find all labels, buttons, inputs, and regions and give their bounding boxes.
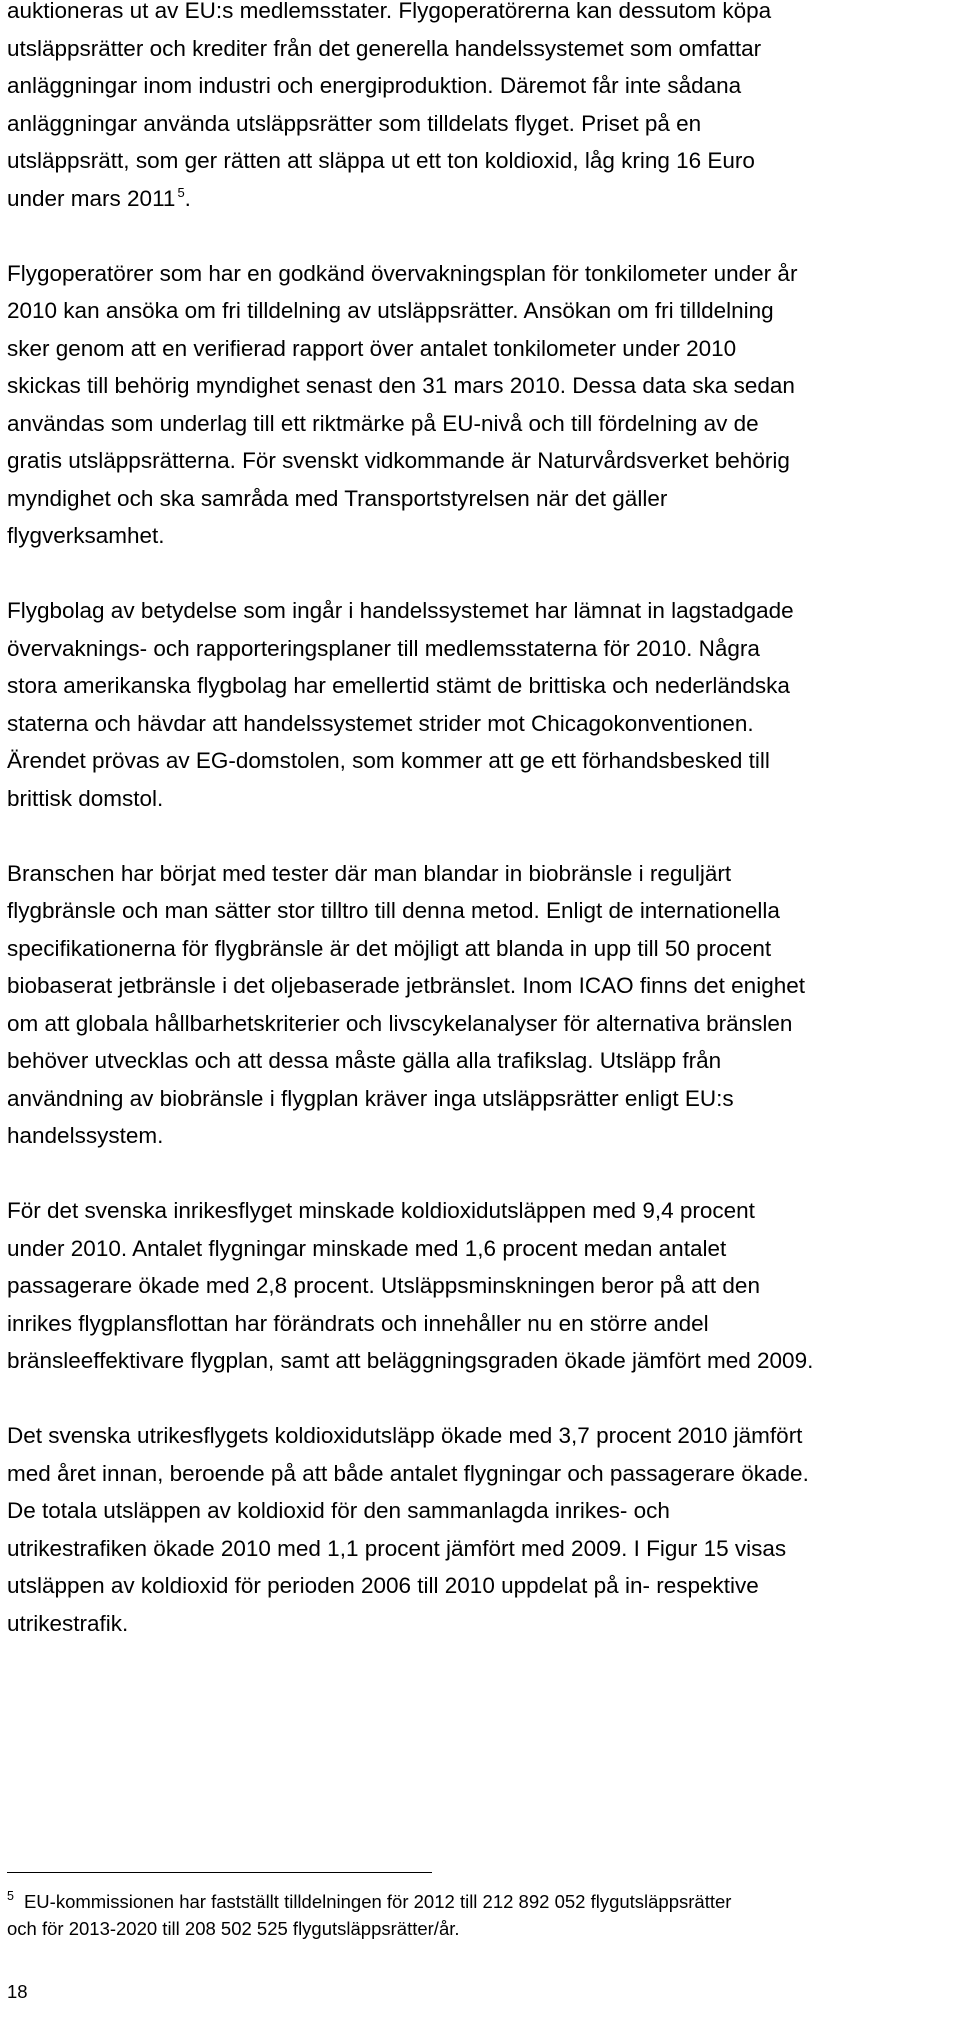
text-line: under 2010. Antalet flygningar minskade med 1,6 procent medan antalet bbox=[7, 1235, 727, 1261]
text-line: om att globala hållbarhetskriterier och livscykelanalyser för alternativa bränslen bbox=[7, 1010, 793, 1036]
text-line: utsläppsrätt, som ger rätten att släppa ut ett ton koldioxid, låg kring 16 Euro bbox=[7, 148, 755, 173]
text-fragment: . bbox=[184, 185, 191, 211]
text-line: Ärendet prövas av EG-domstolen, som kommer att ge ett förhandsbesked till bbox=[7, 748, 770, 773]
paragraph-4 bbox=[7, 855, 937, 1155]
paragraph-1 bbox=[7, 0, 937, 217]
text-line: gratis utsläppsrätterna. För svenskt vidkommande är Naturvårdsverket behörig bbox=[7, 448, 790, 473]
text-line: De totala utsläppen av koldioxid för den sammanlagda inrikes- och bbox=[7, 1498, 670, 1523]
text-line: utrikestrafiken ökade 2010 med 1,1 procent jämfört med 2009. I Figur 15 visas bbox=[7, 1535, 787, 1561]
text-line: utsläppen av koldioxid för perioden 2006 till 2010 uppdelat på in- respektive bbox=[7, 1573, 759, 1598]
text-line: flygbränsle och man sätter stor tilltro till denna metod. Enligt de internationella bbox=[7, 898, 780, 923]
text-line: behöver utvecklas och att dessa måste gälla alla trafikslag. Utsläpp från bbox=[7, 1048, 722, 1073]
text-line: För det svenska inrikesflyget minskade koldioxidutsläppen med 9,4 procent bbox=[7, 1198, 755, 1223]
text-line: övervaknings- och rapporteringsplaner till medlemsstaterna för 2010. Några bbox=[7, 635, 760, 661]
text-line: inrikes flygplansflottan har förändrats och innehåller nu en större andel bbox=[7, 1310, 709, 1336]
text-line: utsläppsrätter och krediter från det generella handelssystemet som omfattar bbox=[7, 35, 762, 61]
footnote-marker: 5 bbox=[7, 1889, 14, 1903]
text-line: myndighet och ska samråda med Transportstyrelsen när det gäller bbox=[7, 485, 668, 511]
text-line: Branschen har börjat med tester där man blandar in biobränsle i reguljärt bbox=[7, 860, 732, 886]
text-line: skickas till behörig myndighet senast den 31 mars 2010. Dessa data ska sedan bbox=[7, 373, 795, 398]
text-line: Flygoperatörer som har en godkänd övervakningsplan för tonkilometer under år bbox=[7, 260, 798, 286]
text-line-with-footnote-ref bbox=[7, 180, 937, 218]
text-line: handelssystem. bbox=[7, 1123, 164, 1148]
text-line: stora amerikanska flygbolag har emellertid stämt de brittiska och nederländska bbox=[7, 673, 790, 698]
footnote-separator bbox=[7, 1872, 432, 1873]
text-line: bränsleeffektivare flygplan, samt att beläggningsgraden ökade jämfört med 2009. bbox=[7, 1348, 814, 1373]
text-line: anläggningar inom industri och energiproduktion. Däremot får inte sådana bbox=[7, 73, 742, 98]
text-line: sker genom att en verifierad rapport över antalet tonkilometer under 2010 bbox=[7, 335, 737, 361]
footnote-text: EU-kommissionen har fastställt tilldelningen för 2012 till 212 892 052 flygutsläppsrätter bbox=[23, 1891, 732, 1912]
text-line: flygverksamhet. bbox=[7, 523, 165, 548]
text-line: biobaserat jetbränsle i det oljebaserade jetbränslet. Inom ICAO finns det enighet bbox=[7, 973, 805, 998]
text-line: användning av biobränsle i flygplan kräver inga utsläppsrätter enligt EU:s bbox=[7, 1085, 734, 1111]
text-line: staterna och hävdar att handelssystemet strider mot Chicagokonventionen. bbox=[7, 710, 754, 736]
text-line: användas som underlag till ett riktmärke på EU-nivå och till fördelning av de bbox=[7, 410, 759, 436]
footnote-line bbox=[7, 1888, 937, 1915]
footnote-reference: 5 bbox=[177, 184, 185, 200]
paragraph-6 bbox=[7, 1417, 937, 1642]
text-line: Flygbolag av betydelse som ingår i handelssystemet har lämnat in lagstadgade bbox=[7, 598, 794, 623]
text-line: 2010 kan ansöka om fri tilldelning av utsläppsrätter. Ansökan om fri tilldelning bbox=[7, 298, 774, 323]
text-line: med året innan, beroende på att både antalet flygningar och passagerare ökade. bbox=[7, 1460, 809, 1486]
text-line: utrikestrafik. bbox=[7, 1610, 129, 1636]
footnote bbox=[7, 1888, 937, 1942]
text-fragment: under mars 2011 bbox=[7, 185, 176, 211]
text-line: auktioneras ut av EU:s medlemsstater. Flygoperatörerna kan dessutom köpa bbox=[7, 0, 772, 23]
body-text bbox=[7, 0, 937, 1642]
text-line: Det svenska utrikesflygets koldioxidutsläpp ökade med 3,7 procent 2010 jämfört bbox=[7, 1423, 803, 1448]
paragraph-3 bbox=[7, 592, 937, 817]
footnote-line: och för 2013-2020 till 208 502 525 flygutsläppsrätter/år. bbox=[7, 1918, 460, 1939]
paragraph-5 bbox=[7, 1192, 937, 1380]
text-line: brittisk domstol. bbox=[7, 785, 164, 811]
text-line: passagerare ökade med 2,8 procent. Utsläppsminskningen beror på att den bbox=[7, 1273, 760, 1298]
text-line: specifikationerna för flygbränsle är det möjligt att blanda in upp till 50 procent bbox=[7, 935, 772, 961]
paragraph-2 bbox=[7, 255, 937, 555]
page-number: 18 bbox=[7, 1981, 28, 2002]
text-line: anläggningar använda utsläppsrätter som tilldelats flyget. Priset på en bbox=[7, 110, 702, 136]
